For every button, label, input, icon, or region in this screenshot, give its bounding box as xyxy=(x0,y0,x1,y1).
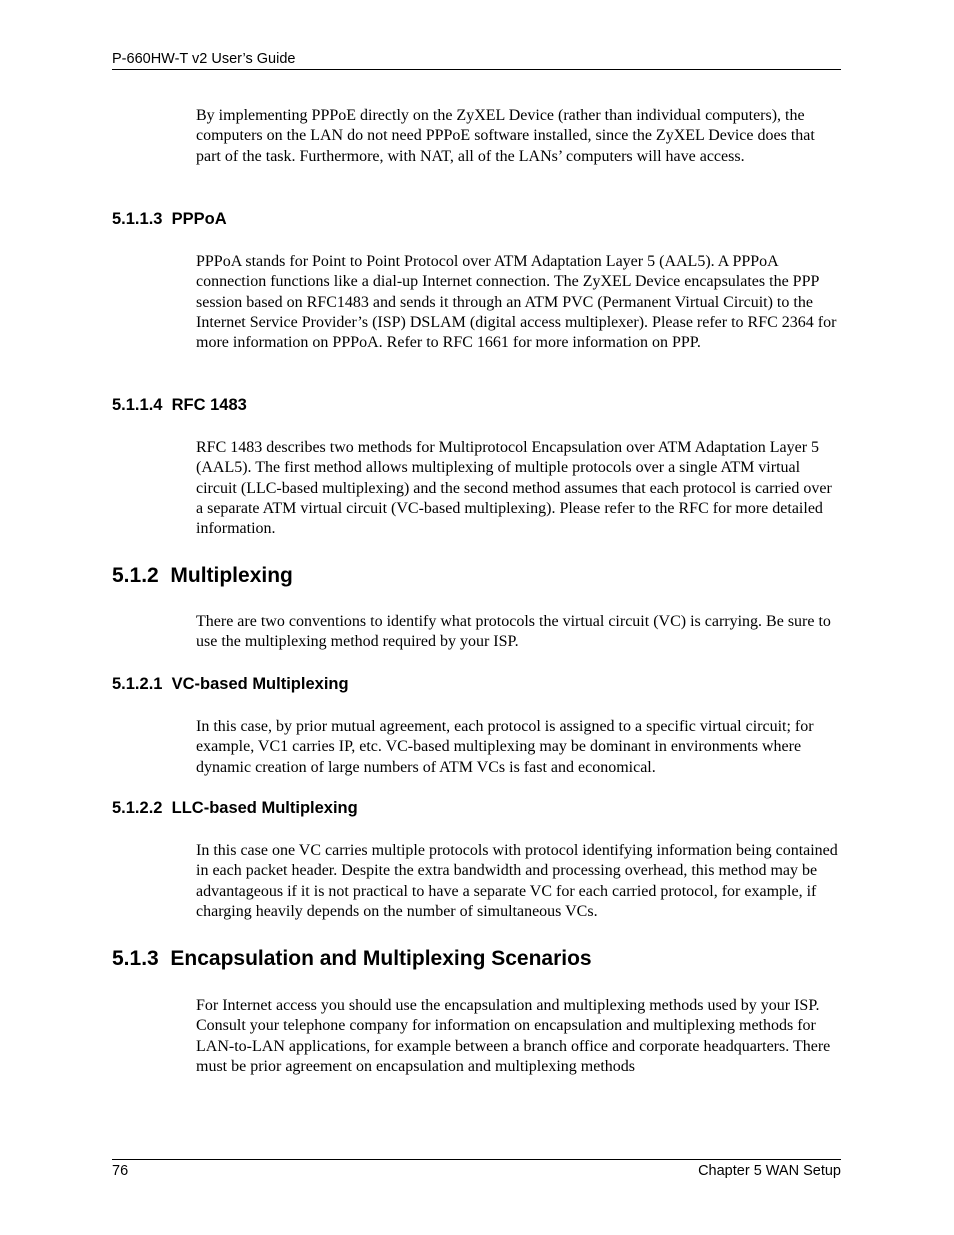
heading-vc-based-multiplexing: 5.1.2.1 VC-based Multiplexing xyxy=(112,675,349,693)
paragraph-pppoe-continued: By implementing PPPoE directly on the ZyXEL Device (rather than individual computers), the computers on the LAN do not need PPPoE software installed, since the ZyXEL Device does that part of the task. Furthermore, with NAT, all of the LANs’ computers will have access. xyxy=(196,107,815,165)
paragraph-pppoa: PPPoA stands for Point to Point Protocol over ATM Adaptation Layer 5 (AAL5). A PPPoA connection functions like a dial-up Internet connection. The ZyXEL Device encapsulates the PPP session based on RFC1483 and sends it through an ATM PVC (Permanent Virtual Circuit) to the Internet Service Provider’s (ISP) DSLAM (digital access multiplexer). Please refer to RFC 2364 for more information on PPPoA. Refer to RFC 1661 for more information on PPP. xyxy=(196,253,837,352)
page-number: 76 xyxy=(112,1163,129,1179)
heading-llc-based-multiplexing: 5.1.2.2 LLC-based Multiplexing xyxy=(112,799,358,817)
paragraph-llc-based-multiplexing: In this case one VC carries multiple protocols with protocol identifying information being contained in each packet header. Despite the extra bandwidth and processing overhead, this method may be advantageous if it is not practical to have a separate VC for each carried protocol, for example, if charging heavily depends on the number of simultaneous VCs. xyxy=(196,842,838,920)
chapter-title: Chapter 5 WAN Setup xyxy=(698,1163,841,1179)
paragraph-rfc1483: RFC 1483 describes two methods for Multiprotocol Encapsulation over ATM Adaptation Layer 5 (AAL5). The first method allows multiplexing of multiple protocols over a single ATM virtual circuit (LLC-based multiplexing) and the second method assumes that each protocol is carried over a separate ATM virtual circuit (VC-based multiplexing). Please refer to the RFC for more detailed information. xyxy=(196,439,832,538)
heading-multiplexing: 5.1.2 Multiplexing xyxy=(112,564,293,587)
document-title: P-660HW-T v2 User’s Guide xyxy=(112,51,296,67)
running-footer xyxy=(112,1159,841,1179)
paragraph-multiplexing: There are two conventions to identify what protocols the virtual circuit (VC) is carrying. Be sure to use the multiplexing method required by your ISP. xyxy=(196,613,831,651)
running-header xyxy=(112,51,841,70)
heading-encapsulation-scenarios: 5.1.3 Encapsulation and Multiplexing Scenarios xyxy=(112,947,592,970)
heading-pppoa: 5.1.1.3 PPPoA xyxy=(112,210,227,228)
paragraph-vc-based-multiplexing: In this case, by prior mutual agreement, each protocol is assigned to a specific virtual circuit; for example, VC1 carries IP, etc. VC-based multiplexing may be dominant in environments where dynamic creation of large numbers of ATM VCs is fast and economical. xyxy=(196,718,814,776)
heading-rfc1483: 5.1.1.4 RFC 1483 xyxy=(112,396,247,414)
paragraph-encapsulation-scenarios: For Internet access you should use the encapsulation and multiplexing methods used by your ISP. Consult your telephone company for information on encapsulation and multiplexing methods for LAN-to-LAN applications, for example between a branch office and corporate headquarters. There must be prior agreement on encapsulation and multiplexing methods xyxy=(196,997,831,1075)
